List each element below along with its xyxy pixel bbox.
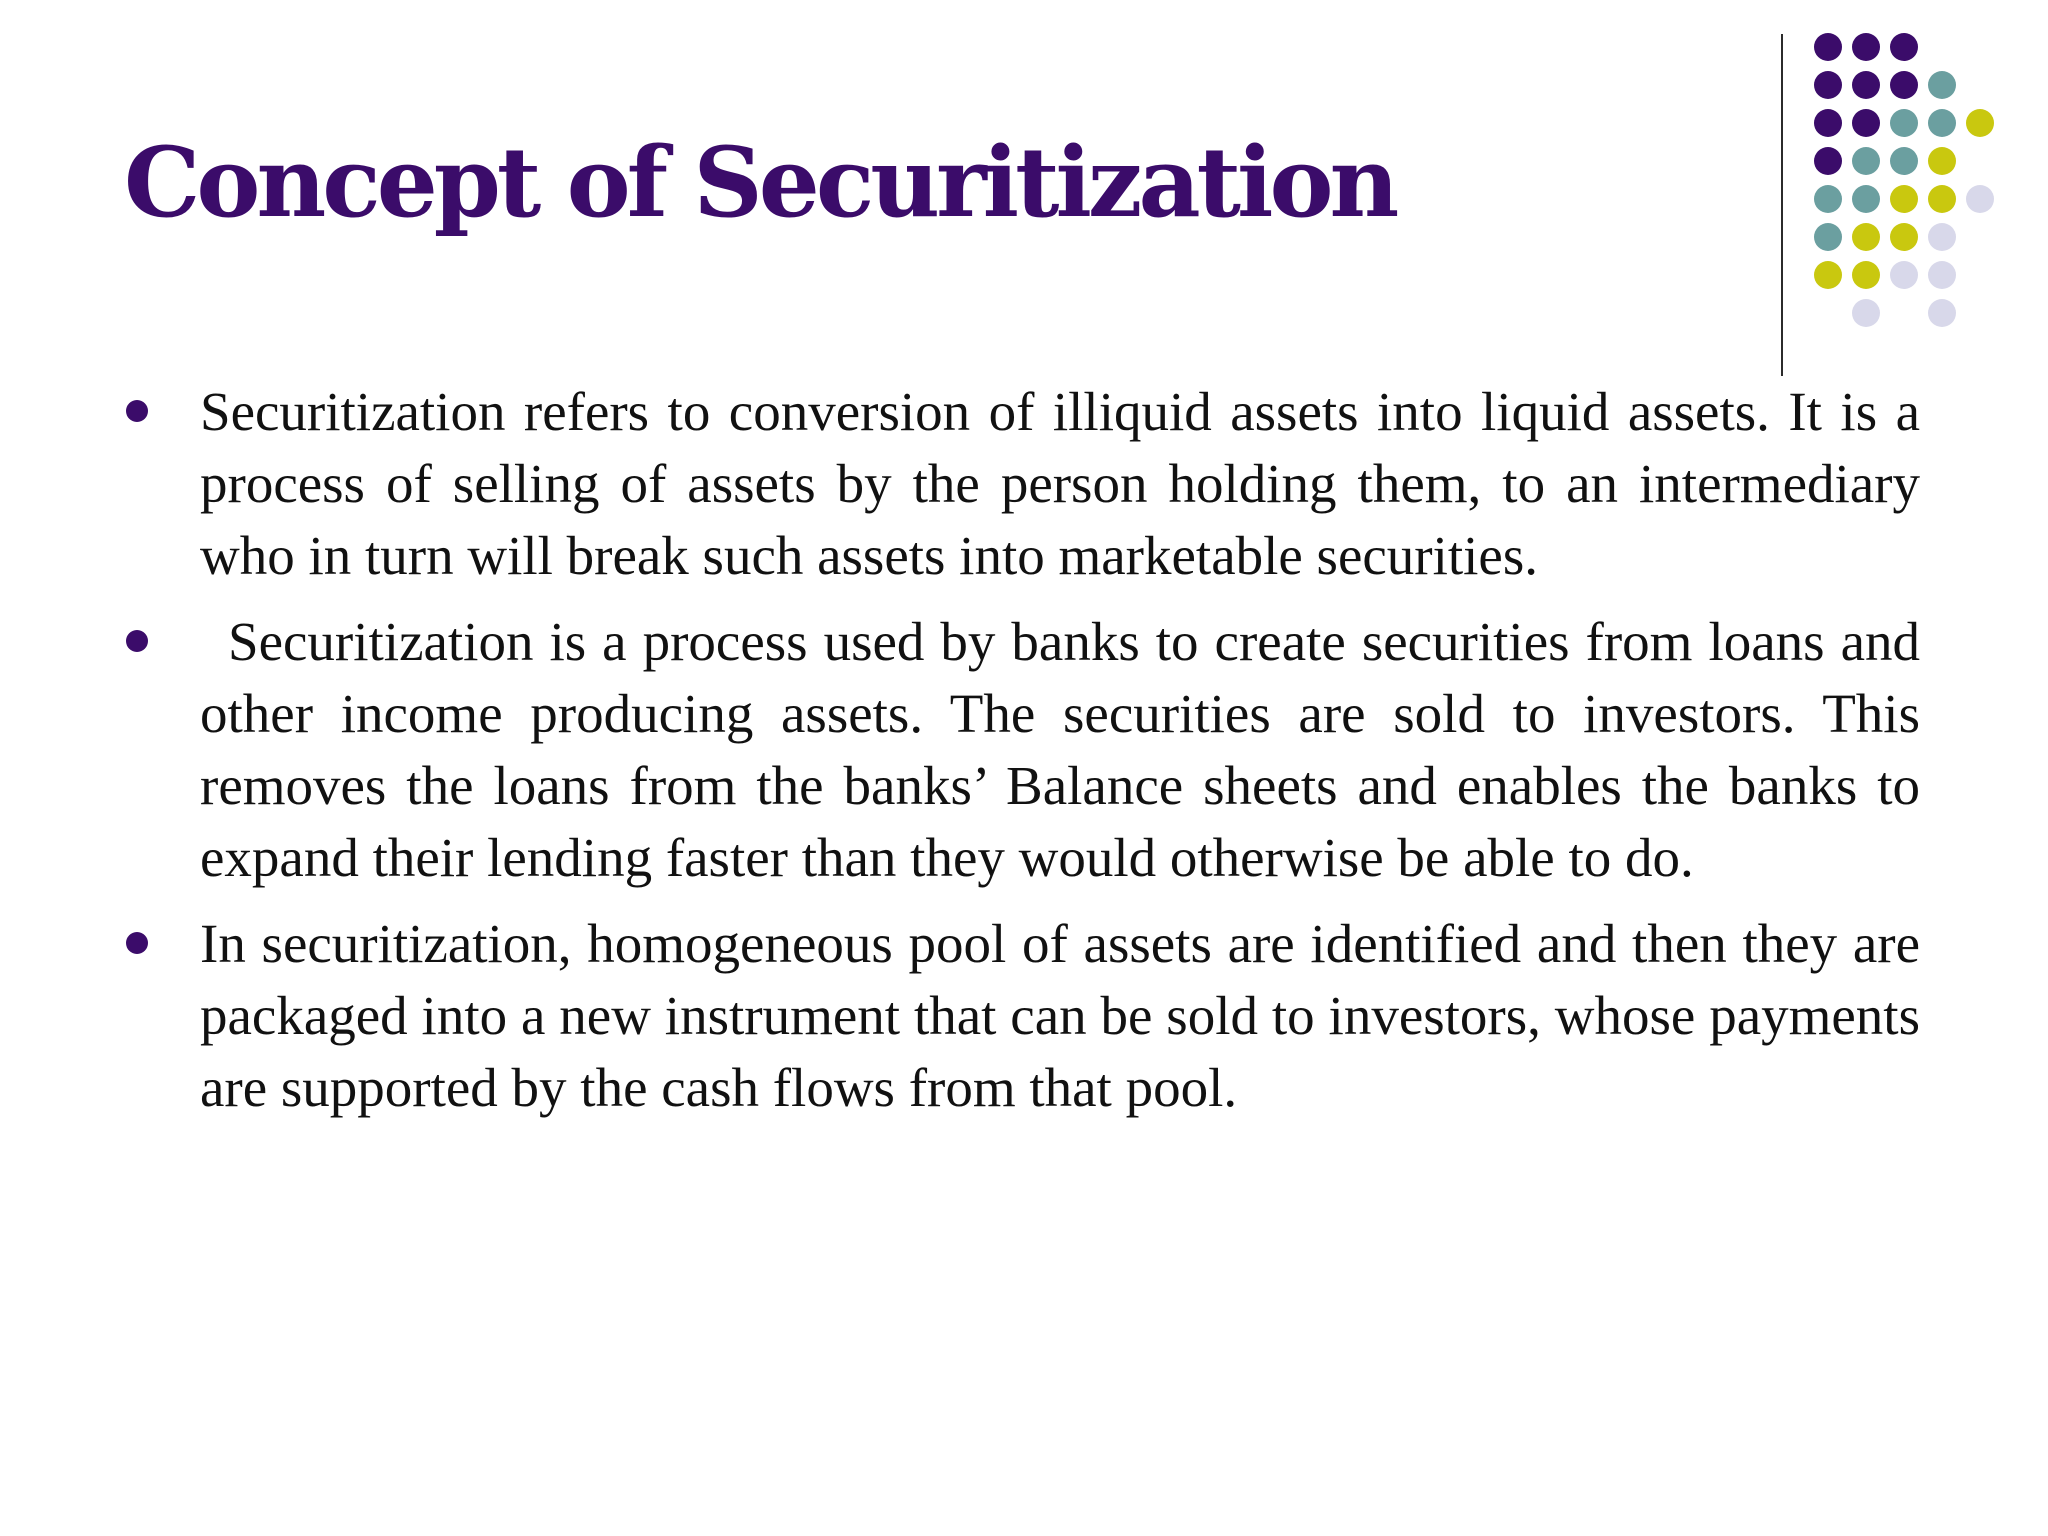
decorative-dot-lavender bbox=[1928, 299, 1956, 327]
decorative-dot-lavender bbox=[1928, 223, 1956, 251]
bullet-item bbox=[122, 606, 1920, 894]
decorative-dot-lavender bbox=[1928, 261, 1956, 289]
decorative-dot-yellow bbox=[1852, 261, 1880, 289]
bullet-dot-icon bbox=[126, 400, 148, 422]
decorative-dot-teal bbox=[1852, 185, 1880, 213]
decorative-dot-purple bbox=[1852, 33, 1880, 61]
decorative-dot-purple bbox=[1890, 33, 1918, 61]
decorative-dot-yellow bbox=[1928, 147, 1956, 175]
decorative-dot-yellow bbox=[1852, 223, 1880, 251]
decorative-dot-teal bbox=[1814, 185, 1842, 213]
decorative-dot-purple bbox=[1814, 147, 1842, 175]
decorative-dot-lavender bbox=[1890, 261, 1918, 289]
decorative-dot-purple bbox=[1890, 71, 1918, 99]
decorative-dot-teal bbox=[1890, 147, 1918, 175]
decorative-dot-teal bbox=[1814, 223, 1842, 251]
bullet-text: Securitization refers to conversion of illiquid assets into liquid assets. It is a process of selling of assets by the person holding them, to an intermediary who in turn will break such assets into marketable securities. bbox=[200, 381, 1920, 586]
bullet-text: Securitization is a process used by banks to create securities from loans and other income producing assets. The securities are sold to investors. This removes the loans from the banks’ Balance sheets and enables the banks to expand their lending faster than they would otherwise be able to do. bbox=[200, 611, 1920, 888]
decorative-dot-yellow bbox=[1890, 223, 1918, 251]
bullet-dot-icon bbox=[126, 932, 148, 954]
decorative-dot-purple bbox=[1814, 109, 1842, 137]
bullet-item bbox=[122, 908, 1920, 1124]
bullet-text: In securitization, homogeneous pool of assets are identified and then they are packaged into a new instrument that can be sold to investors, whose payments are supported by the cash flows from that pool. bbox=[200, 913, 1920, 1118]
decorative-dot-purple bbox=[1852, 109, 1880, 137]
decorative-dot-grid bbox=[1808, 28, 2028, 338]
decorative-dot-purple bbox=[1814, 71, 1842, 99]
decorative-dot-teal bbox=[1928, 71, 1956, 99]
decorative-dot-yellow bbox=[1890, 185, 1918, 213]
decorative-dot-yellow bbox=[1814, 261, 1842, 289]
decorative-dot-teal bbox=[1928, 109, 1956, 137]
decorative-dot-teal bbox=[1890, 109, 1918, 137]
decorative-dot-teal bbox=[1852, 147, 1880, 175]
decorative-dot-purple bbox=[1814, 33, 1842, 61]
bullet-item bbox=[122, 376, 1920, 592]
title-divider-line bbox=[1781, 34, 1783, 376]
decorative-dot-purple bbox=[1852, 71, 1880, 99]
decorative-dot-yellow bbox=[1928, 185, 1956, 213]
decorative-dot-yellow bbox=[1966, 109, 1994, 137]
slide-title: Concept of Securitization bbox=[124, 126, 1396, 239]
decorative-dot-lavender bbox=[1852, 299, 1880, 327]
decorative-dot-lavender bbox=[1966, 185, 1994, 213]
bullet-list bbox=[122, 376, 1920, 1138]
bullet-dot-icon bbox=[126, 630, 148, 652]
